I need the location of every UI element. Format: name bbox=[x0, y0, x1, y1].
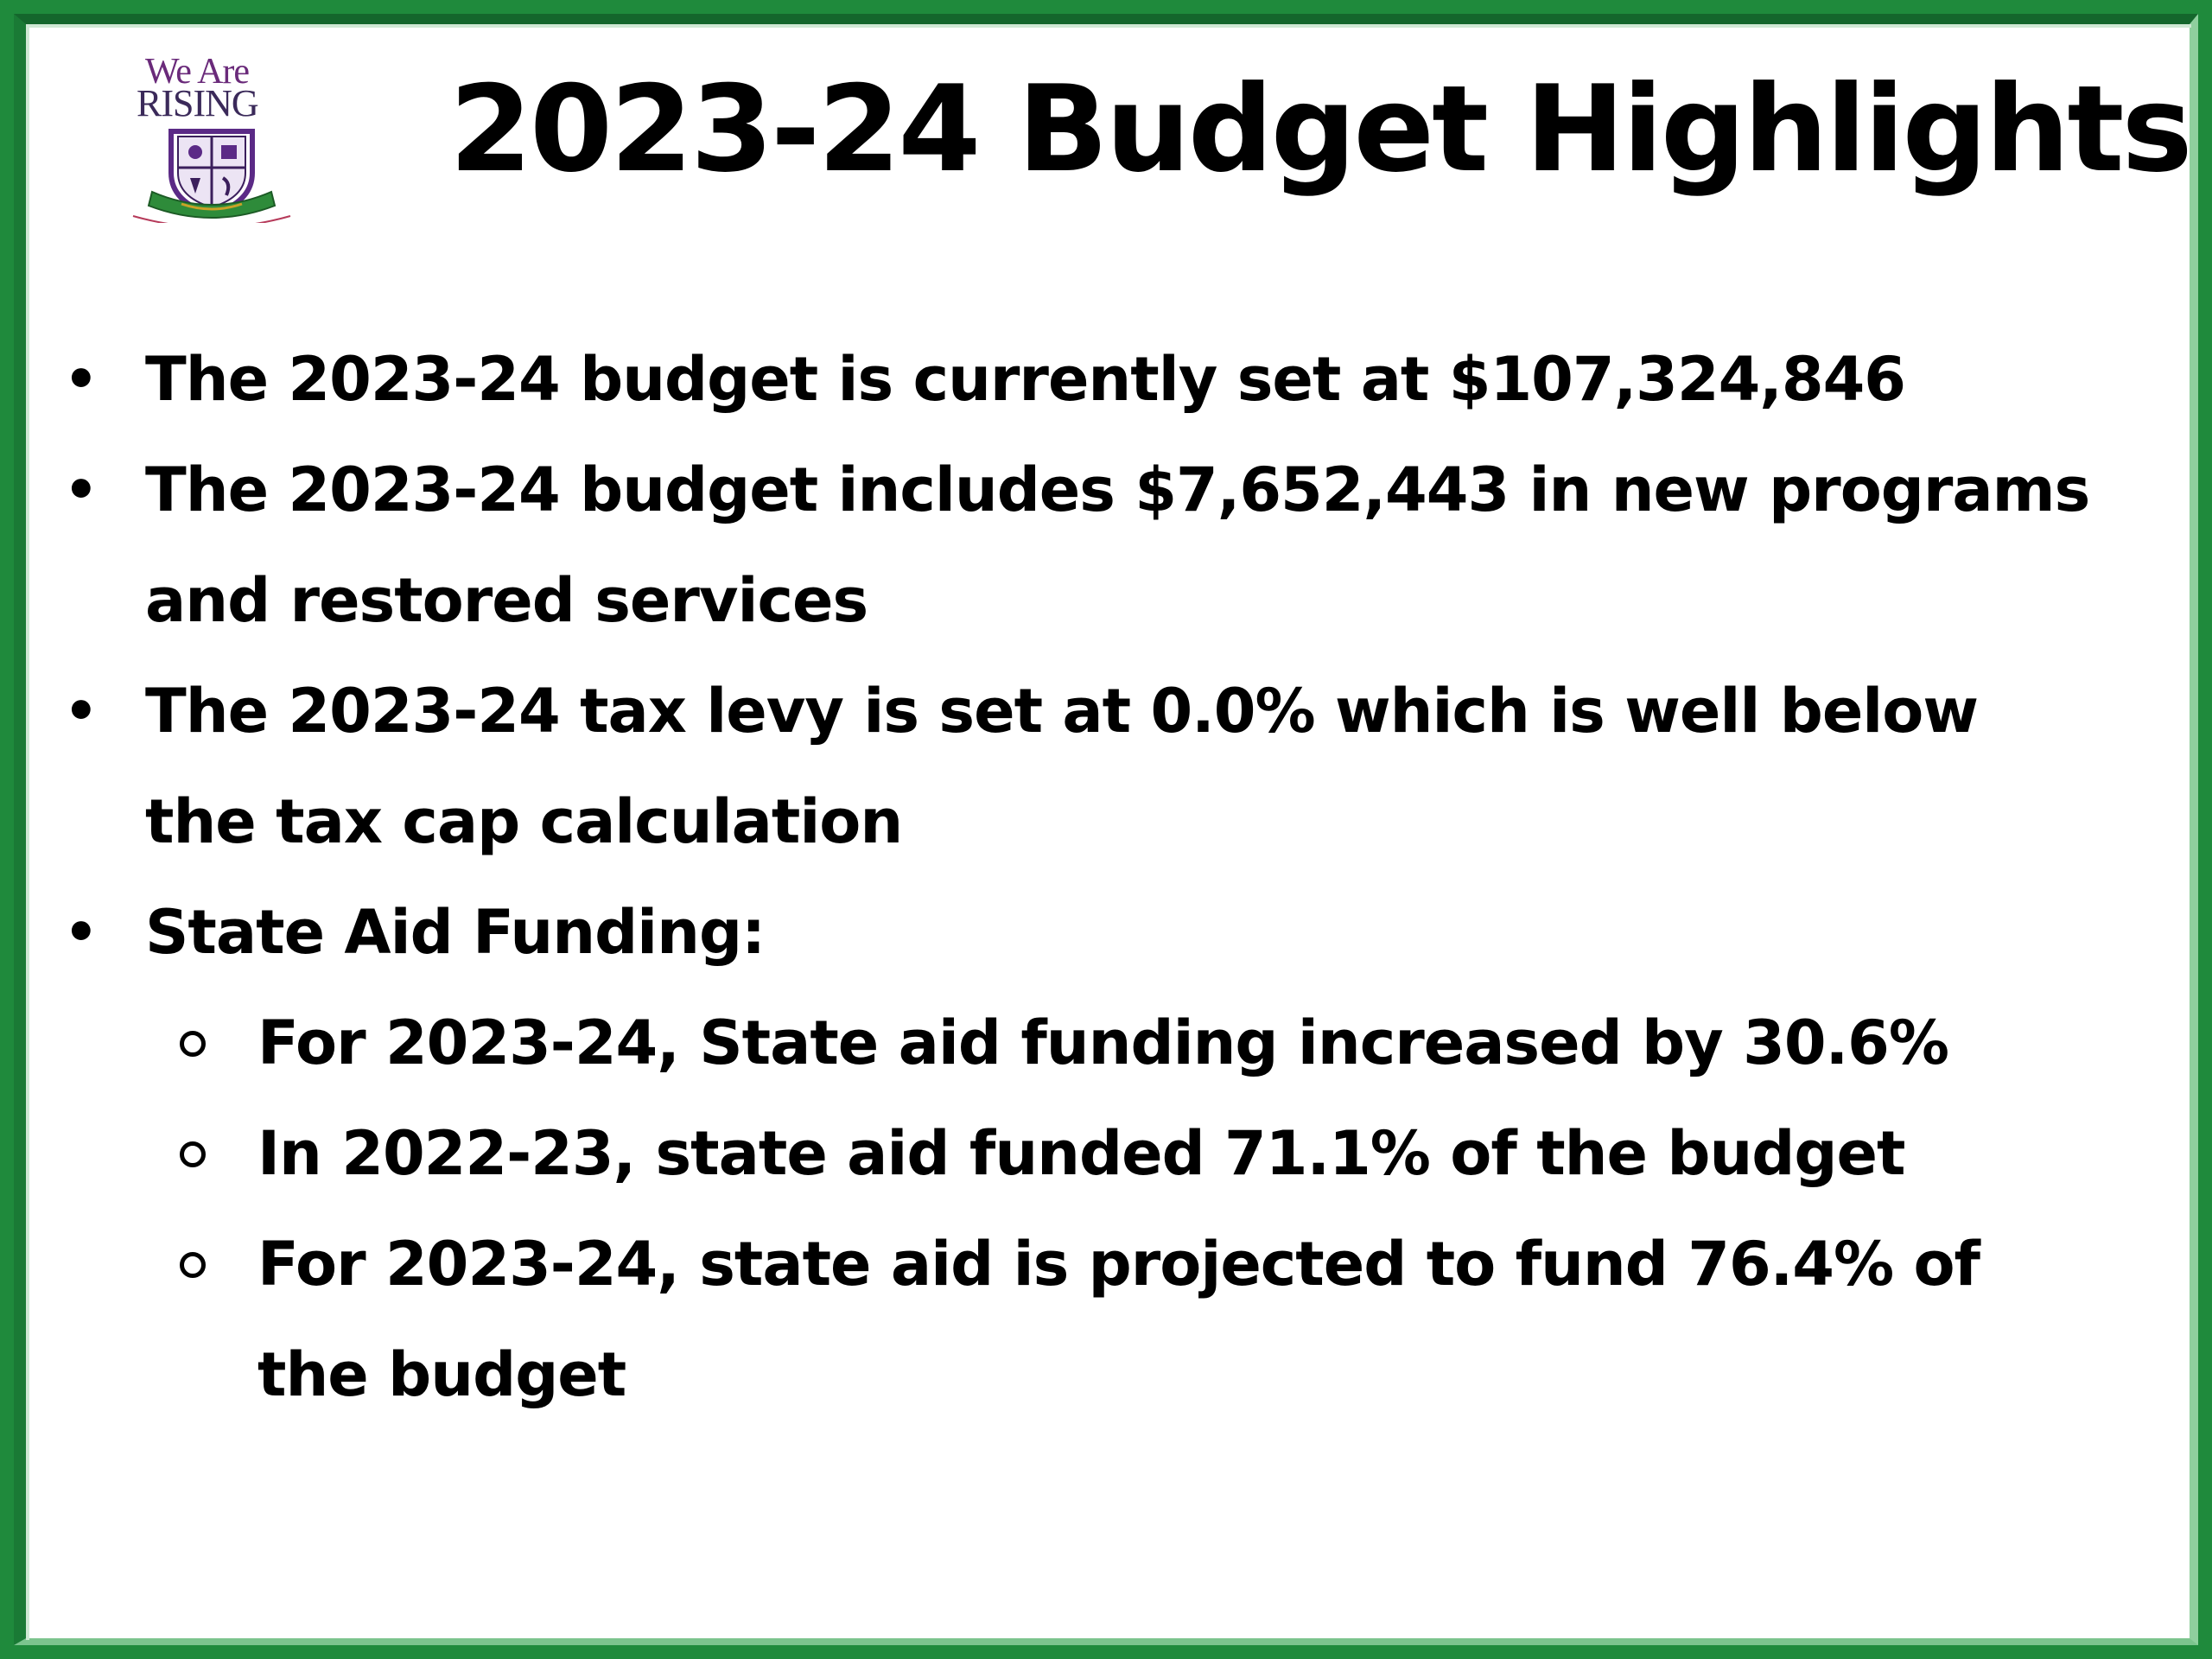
sub-bullet-text: In 2022-23, state aid funded 71.1% of the budget bbox=[257, 1118, 1905, 1189]
logo-text-line2: RISING bbox=[137, 82, 258, 124]
bullet-text: The 2023-24 budget includes $7,652,443 in new programs and restored services bbox=[145, 454, 2090, 636]
bullet-item bbox=[0, 656, 2098, 877]
bullet-item bbox=[0, 877, 2098, 988]
slide-title: 2023-24 Budget Highlights bbox=[449, 60, 2190, 199]
bullet-item bbox=[0, 435, 2098, 656]
bullet-dot: • bbox=[64, 347, 98, 410]
sub-bullet-text: For 2023-24, state aid is projected to fund 76.4% of the budget bbox=[257, 1229, 1980, 1410]
bullet-text: State Aid Funding: bbox=[145, 897, 766, 968]
bullet-text: The 2023-24 tax levy is set at 0.0% which is well below the tax cap calculation bbox=[145, 676, 1979, 857]
bullet-text: The 2023-24 budget is currently set at $107,324,846 bbox=[145, 344, 1906, 415]
logo-text-line1: We Are bbox=[145, 52, 250, 92]
crest-icon bbox=[130, 128, 294, 223]
bullet-dot: • bbox=[64, 900, 98, 963]
hollow-circle-icon bbox=[180, 1252, 206, 1278]
hollow-circle-icon bbox=[180, 1141, 206, 1167]
sub-bullet-item bbox=[0, 1098, 2098, 1209]
bullet-item bbox=[0, 324, 2098, 435]
sub-bullet-text: For 2023-24, State aid funding increased by 30.6% bbox=[257, 1007, 1949, 1078]
sub-bullet-item bbox=[0, 1209, 2098, 1430]
bullet-dot: • bbox=[64, 679, 98, 742]
district-logo bbox=[130, 52, 294, 259]
hollow-circle-icon bbox=[180, 1031, 206, 1057]
sub-bullet-item bbox=[0, 988, 2098, 1098]
bullet-list bbox=[0, 324, 2212, 1430]
bullet-dot: • bbox=[64, 458, 98, 521]
